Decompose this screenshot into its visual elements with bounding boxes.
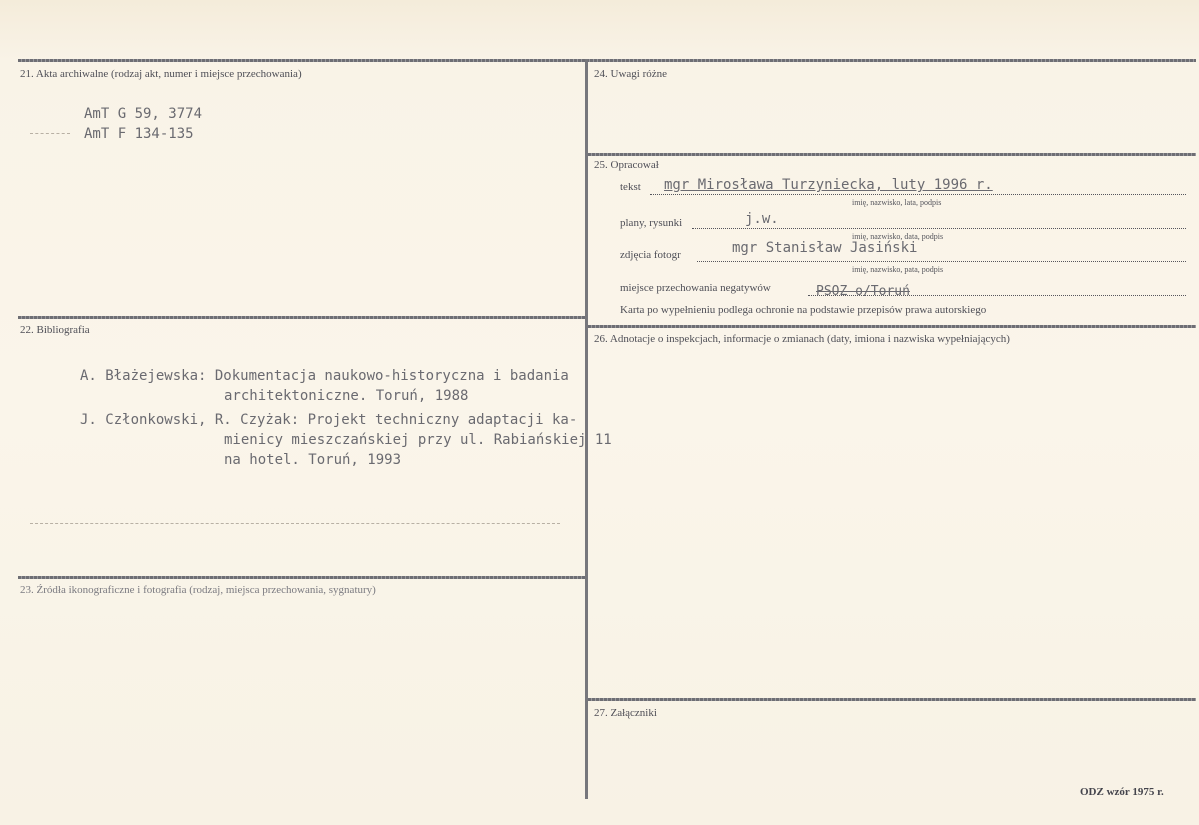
plany-dotted-line — [692, 228, 1186, 229]
rule-s25-top — [588, 153, 1196, 156]
top-rule — [18, 59, 1196, 62]
form-version-footer: ODZ wzór 1975 r. — [1080, 786, 1164, 798]
bibliography-entry-1 — [80, 366, 569, 406]
section-26-label: 26. Adnotacje o inspekcjach, informacje o zmianach (daty, imiona i nazwiska wypełniających) — [594, 333, 1010, 345]
plany-label: plany, rysunki — [620, 217, 683, 229]
bibliography-line: na hotel. Toruń, 1993 — [224, 452, 402, 468]
faint-line — [30, 523, 560, 524]
bibliography-line: mienicy mieszczańskiej przy ul. Rabiańskiej 11 — [224, 432, 612, 448]
bibliography-line: A. Błażejewska: Dokumentacja naukowo-historyczna i badania — [80, 368, 569, 384]
miejsce-label: miejsce przechowania negatywów — [620, 282, 771, 294]
zdjecia-hint: imię, nazwisko, pata, podpis — [852, 265, 944, 274]
section-24-label: 24. Uwagi różne — [594, 68, 668, 80]
archive-line-2: AmT F 134-135 — [84, 126, 194, 142]
miejsce-value: PSOZ o/Toruń — [816, 284, 910, 299]
section-25-label: 25. Opracował — [594, 159, 659, 171]
section-21-label: 21. Akta archiwalne (rodzaj akt, numer i miejsce przechowania) — [20, 68, 302, 80]
tekst-hint: imię, nazwisko, lata, podpis — [852, 198, 942, 207]
rule-s27-top — [588, 698, 1196, 701]
bibliography-line: architektoniczne. Toruń, 1988 — [224, 388, 469, 404]
bibliography-line: J. Członkowski, R. Czyżak: Projekt techniczny adaptacji ka- — [80, 412, 578, 428]
faint-mark — [30, 133, 70, 134]
tekst-dotted-line — [650, 194, 1186, 195]
rule-s26-top — [588, 325, 1196, 328]
archive-line-1: AmT G 59, 3774 — [84, 106, 203, 122]
miejsce-dotted-line — [808, 295, 1186, 296]
tekst-label: tekst — [620, 181, 641, 193]
section-23-label: 23. Źródła ikonograficzne i fotografia (rodzaj, miejsca przechowania, sygnatury) — [20, 584, 376, 596]
bibliography-entry-2 — [80, 410, 612, 470]
plany-value: j.w. — [745, 211, 779, 227]
zdjecia-value: mgr Stanisław Jasiński — [732, 240, 918, 256]
rule-s23-top — [18, 576, 585, 579]
zdjecia-label: zdjęcia fotogr — [620, 249, 681, 261]
section-22-label: 22. Bibliografia — [20, 324, 90, 336]
copyright-note: Karta po wypełnieniu podlega ochronie na podstawie przepisów prawa autorskiego — [620, 304, 987, 316]
rule-s22-top — [18, 316, 585, 319]
plany-hint: imię, nazwisko, data, podpis — [852, 232, 944, 241]
section-27-label: 27. Załączniki — [594, 707, 657, 719]
tekst-value: mgr Mirosława Turzyniecka, luty 1996 r. — [664, 177, 993, 193]
zdjecia-dotted-line — [697, 261, 1186, 262]
